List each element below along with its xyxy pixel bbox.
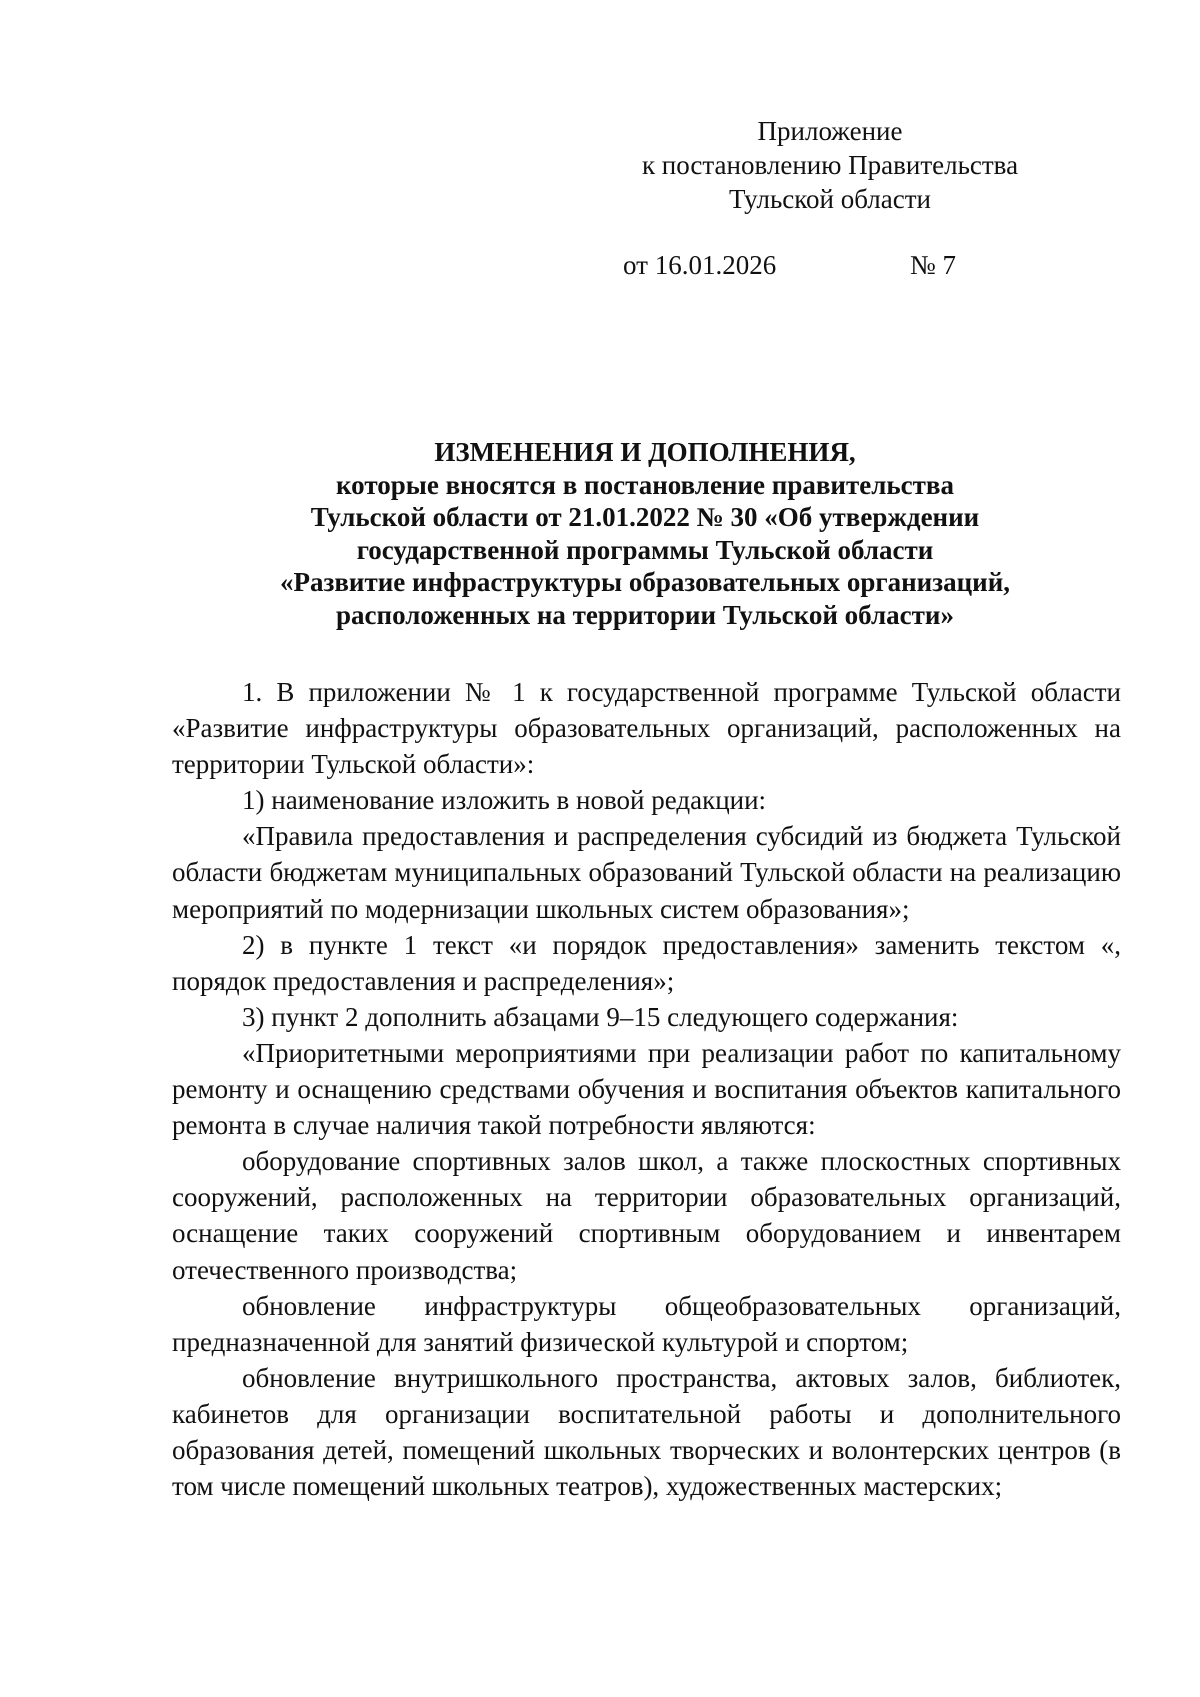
resolution-number: № 7 — [910, 250, 957, 280]
title-line: государственной программы Тульской области — [356, 534, 934, 565]
paragraph: 1) наименование изложить в новой редакции: — [242, 785, 767, 816]
paragraph: 3) пункт 2 дополнить абзацами 9–15 следующего содержания: — [242, 1001, 959, 1032]
paragraph: «Приоритетными мероприятиями при реализации работ по капитальному ремонту и оснащению средствами обучения и воспитания объектов капитального ремонта в случае наличия такой потребности являются: — [172, 1037, 1121, 1141]
paragraph: обновление внутришкольного пространства, актовых залов, библиотек, кабинетов для организации воспитательной работы и дополнительного образования детей, помещений школьных творческих и волонтерских центров (в том числе помещений школьных театров), художественных мастерских; — [172, 1362, 1121, 1502]
appendix-region: Тульской области — [729, 184, 931, 214]
title-line: Тульской области от 21.01.2022 № 30 «Об утверждении — [310, 502, 980, 533]
paragraph: обновление инфраструктуры общеобразовательных организаций, предназначенной для занятий физической культурой и спортом; — [172, 1290, 1121, 1357]
paragraph: 1. В приложении № 1 к государственной программе Тульской области «Развитие инфраструктуры образовательных организаций, расположенных на территории Тульской области»: — [172, 677, 1121, 780]
title-line: которые вносятся в постановление правительства — [335, 469, 954, 500]
appendix-reference: к постановлению Правительства — [641, 150, 1019, 180]
document-title — [170, 436, 1120, 632]
appendix-label: Приложение — [757, 116, 903, 146]
title-line: ИЗМЕНЕНИЯ И ДОПОЛНЕНИЯ, — [434, 437, 856, 467]
title-line: «Развитие инфраструктуры образовательных организаций, — [279, 567, 1011, 598]
paragraph: 2) в пункте 1 текст «и порядок предоставления» заменить текстом «, порядок предоставления и распределения»; — [172, 929, 1121, 996]
title-line: расположенных на территории Тульской области» — [336, 599, 954, 630]
appendix-header — [620, 114, 1040, 216]
paragraph: оборудование спортивных залов школ, а также плоскостных спортивных сооружений, расположенных на территории образовательных организаций, оснащение таких сооружений спортивным оборудованием и инвентарем отечественного производства; — [172, 1146, 1121, 1285]
resolution-date: от 16.01.2026 — [623, 250, 777, 280]
document-body — [172, 674, 1121, 1504]
paragraph: «Правила предоставления и распределения субсидий из бюджета Тульской области бюджетам муниципальных образований Тульской области на реализацию мероприятий по модернизации школьных систем образования»; — [172, 821, 1121, 924]
